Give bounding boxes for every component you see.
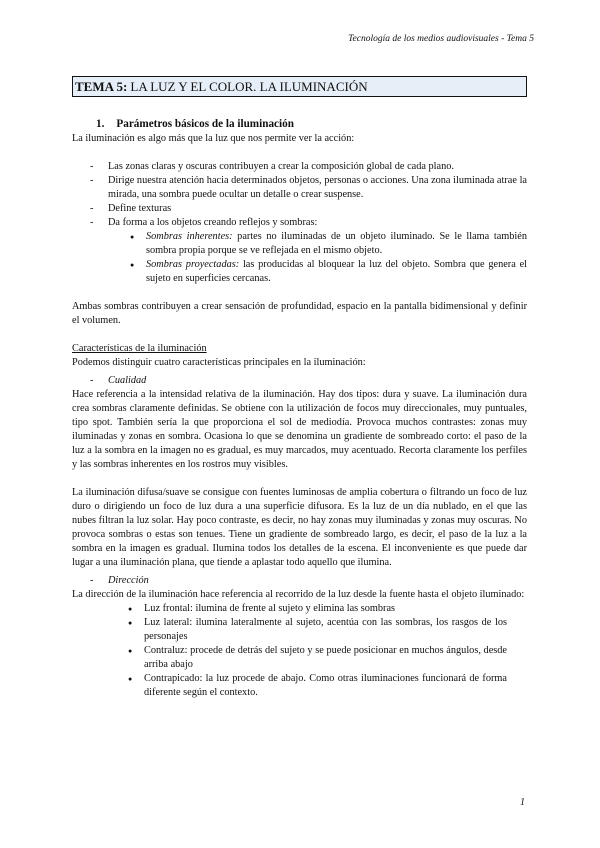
chapter-title-box: [72, 76, 527, 97]
chapter-title: LA LUZ Y EL COLOR. LA ILUMINACIÓN: [130, 78, 368, 94]
list-item: - Da forma a los objetos creando reflejos y sombras:: [72, 216, 527, 230]
section-title: Parámetros básicos de la iluminación: [116, 118, 294, 130]
list-item: ● Luz frontal: ilumina de frente al sujeto y elimina las sombras: [72, 602, 527, 616]
shadows-summary: Ambas sombras contribuyen a crear sensación de profundidad, espacio en la pantalla bidimensional y definir el volumen.: [72, 301, 527, 326]
running-header: Tecnología de los medios audiovisuales - Tema 5: [348, 34, 534, 44]
list-item: - Las zonas claras y oscuras contribuyen a crear la composición global de cada plano.: [72, 160, 527, 174]
page-number: 1: [520, 797, 525, 808]
quality-paragraph: Hace referencia a la intensidad relativa de la iluminación. Hay dos tipos: dura y suave. La iluminación dura crea sombras claramente definidas. Se obtiene con la utilización de focos muy direccionales, muy puntuales, tipo spot. También sería la que proporciona el sol de mediodía. Provoca muchos contrastes: zonas muy iluminadas y zonas en sombra. Ocasiona lo que se denomina un gradiente de sombreado corto: el paso de la luz a la sombra en la imagen no es gradual, es muy marcados, muy acentuado. Recorta claramente los perfiles y las sombras inherentes en los rostros muy visibles.: [72, 389, 527, 470]
shadow-term: Sombras inherentes:: [146, 231, 233, 242]
section-intro: La iluminación es algo más que la luz que nos permite ver la acción:: [72, 133, 355, 144]
section-number: 1.: [96, 118, 105, 130]
list-item: [72, 230, 527, 258]
shadow-types-list: [72, 230, 527, 286]
shadow-term: Sombras proyectadas:: [146, 259, 240, 270]
shadow-definition: las producidas al bloquear la luz del objeto. Sombra que genera el sujeto en superficies cercanas.: [146, 259, 527, 284]
chapter-title-prefix: TEMA 5:: [75, 78, 128, 94]
list-item: [72, 258, 527, 286]
list-item: - Define texturas: [72, 202, 527, 216]
subsection-intro: Podemos distinguir cuatro características principales en la iluminación:: [72, 357, 366, 368]
page-content: [72, 76, 527, 700]
list-item: ● Contrapicado: la luz procede de abajo. Como otras iluminaciones funcionará de forma diferente según el contexto.: [72, 672, 527, 700]
shadow-definition: partes no iluminadas de un objeto iluminado. Se le llama también sombra propia porque se ve reflejada en el mismo objeto.: [146, 231, 527, 256]
list-item: ● Contraluz: procede de detrás del sujeto y se puede posicionar en muchos ángulos, desde arriba abajo: [72, 644, 527, 672]
direction-label: - Dirección: [72, 574, 527, 588]
direction-types-list: [72, 602, 527, 700]
quality-paragraph: La iluminación difusa/suave se consigue con fuentes luminosas de amplia cobertura o filtrando un foco de luz duro o dirigiendo un foco de luz dura a una superficie difusora. Es la luz de un día nublado, en el que las nubes filtran la luz solar. Hay poco contraste, es decir, no hay zonas muy iluminadas y zonas muy oscuras. No provoca sombras o estas son tenues. Tiene un gradiente de sombreado largo, es decir, el paso de la luz a la sombra en la imagen es gradual. Ilumina todos los detalles de la escena. El inconveniente es que puede dar lugar a una iluminación plana, que tiende a aplastar todo aquello que ilumina.: [72, 487, 527, 568]
list-item: ● Luz lateral: ilumina lateralmente al sujeto, acentúa con las sombras, los rasgos de los personajes: [72, 616, 527, 644]
list-item: - Dirige nuestra atención hacia determinados objetos, personas o acciones. Una zona iluminada atrae la mirada, una sombra puede ocultar un detalle o crear suspense.: [72, 174, 527, 202]
quality-label: - Cualidad: [72, 374, 527, 388]
lighting-functions-list: [72, 160, 527, 230]
direction-intro: La dirección de la iluminación hace referencia al recorrido de la luz desde la fuente hasta el objeto iluminado:: [72, 589, 525, 600]
section-heading: [96, 117, 527, 131]
subsection-heading: Características de la iluminación: [72, 343, 207, 354]
